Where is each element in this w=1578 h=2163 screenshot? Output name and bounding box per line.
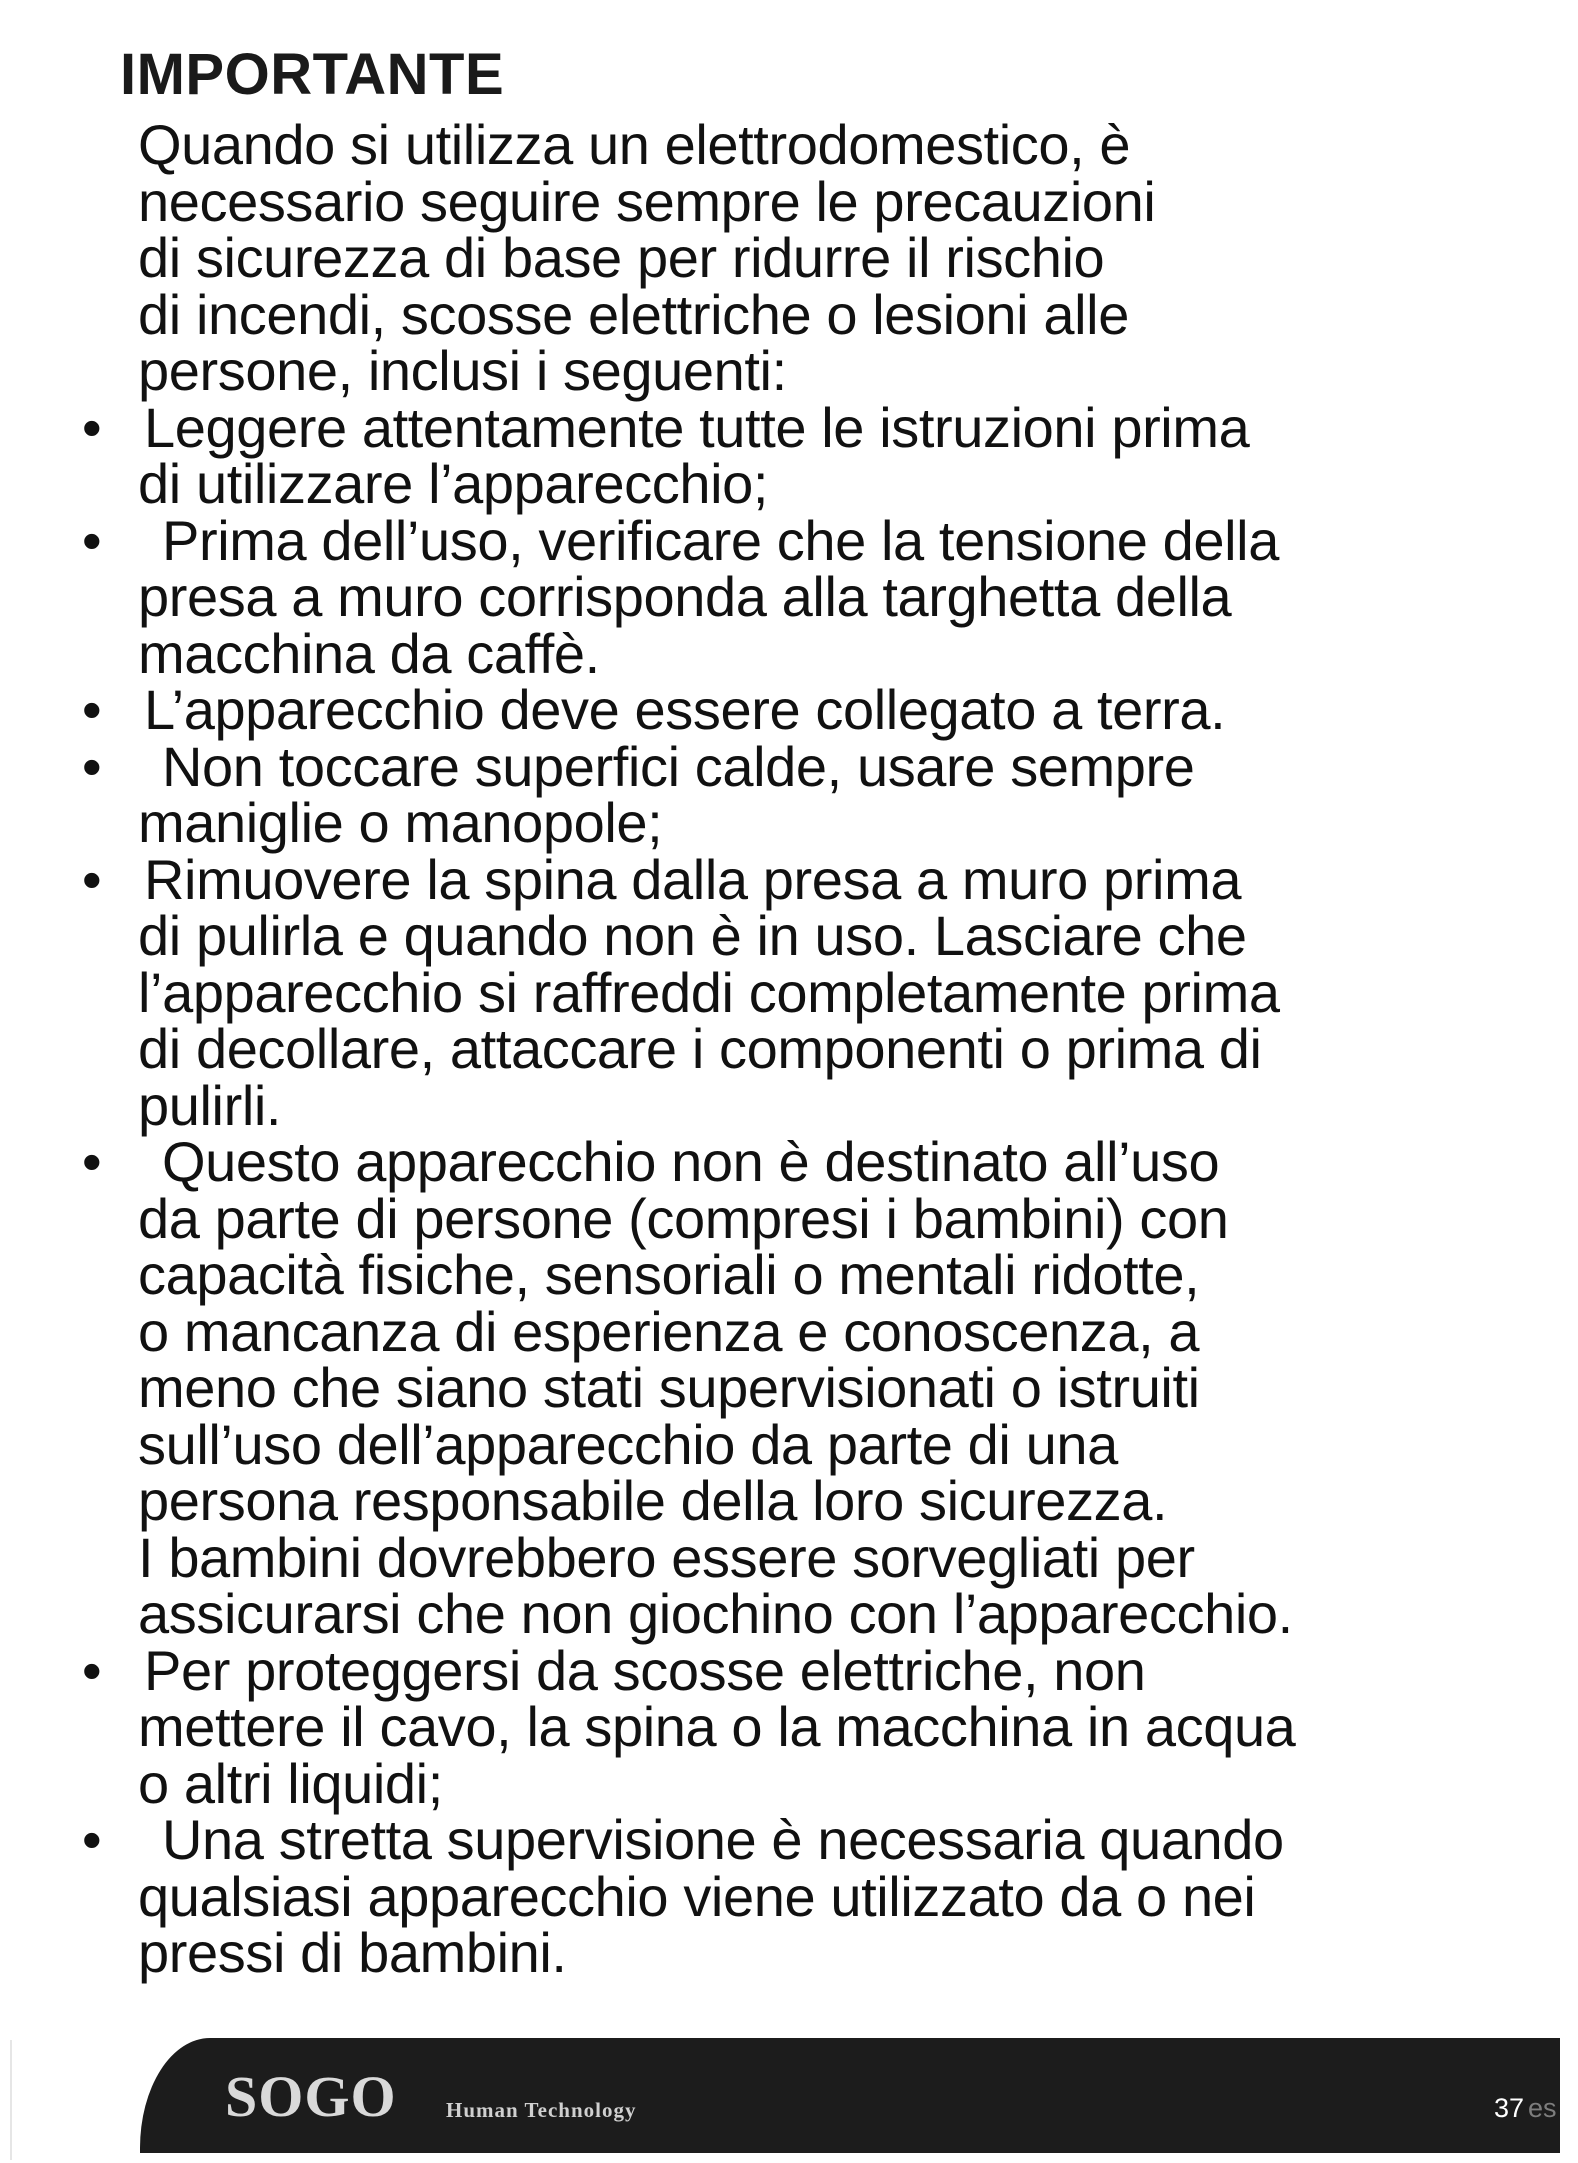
- list-item-line: presa a muro corrisponda alla targhetta della: [138, 565, 1232, 628]
- list-item-line: di pulirla e quando non è in uso. Lasciare che: [138, 904, 1247, 967]
- list-item-line: • Questo apparecchio non è destinato all’uso: [162, 1130, 1220, 1193]
- list-item-line: da parte di persone (compresi i bambini) con: [138, 1186, 1229, 1250]
- list-item-line: l’apparecchio si raffreddi completamente prima: [138, 960, 1280, 1024]
- list-item-line: sull’uso dell’apparecchio da parte di una: [138, 1412, 1118, 1476]
- intro-line: necessario seguire sempre le precauzioni: [138, 169, 1156, 233]
- list-item-line: capacità fisiche, sensoriali o mentali ridotte,: [138, 1243, 1200, 1306]
- intro-line: di sicurezza di base per ridurre il rischio: [138, 226, 1105, 289]
- intro-line: di incendi, scosse elettriche o lesioni alle: [138, 282, 1129, 346]
- list-item-line: macchina da caffè.: [138, 621, 600, 685]
- intro-line: Quando si utilizza un elettrodomestico, è: [138, 113, 1131, 176]
- list-item-line: • L’apparecchio deve essere collegato a terra.: [144, 678, 1226, 741]
- list-item: [138, 1808, 1548, 1984]
- list-item-line: meno che siano stati supervisionati o istruiti: [138, 1356, 1200, 1419]
- list-item-line: persona responsabile della loro sicurezza.: [138, 1469, 1168, 1532]
- list-item-line: pressi di bambini.: [138, 1921, 567, 1984]
- list-item-line: di utilizzare l’apparecchio;: [138, 452, 769, 515]
- list-item-line: assicurarsi che non giochino con l’apparecchio.: [138, 1582, 1293, 1645]
- intro-line: persone, inclusi i seguenti:: [138, 339, 787, 402]
- page-language-suffix: es: [1528, 2093, 1557, 2123]
- list-item-line: • Leggere attentamente tutte le istruzioni prima: [144, 395, 1250, 459]
- list-item: [138, 508, 1548, 685]
- list-item: [138, 734, 1548, 854]
- list-item-line: mettere il cavo, la spina o la macchina in acqua: [138, 1695, 1296, 1758]
- list-item-line: • Per proteggersi da scosse elettriche, non: [144, 1638, 1146, 1702]
- list-item-line: • Prima dell’uso, verificare che la tensione della: [162, 508, 1279, 572]
- list-item: [138, 395, 1548, 515]
- list-item-line: I bambini dovrebbero essere sorvegliati per: [138, 1525, 1195, 1589]
- list-item-line: di decollare, attaccare i componenti o prima di: [138, 1017, 1262, 1080]
- list-item: [138, 1130, 1548, 1645]
- list-item-line: o mancanza di esperienza e conoscenza, a: [138, 1299, 1200, 1363]
- brand-tagline: Human Technology: [446, 2098, 637, 2122]
- list-item-line: • Non toccare superfici calde, usare sempre: [162, 734, 1195, 798]
- precautions-list: [0, 395, 1578, 1984]
- list-item: [138, 847, 1548, 1137]
- list-item-line: • Rimuovere la spina dalla presa a muro prima: [144, 847, 1242, 911]
- page-title: IMPORTANTE: [120, 41, 505, 107]
- list-item-line: o altri liquidi;: [138, 1751, 443, 1815]
- list-item-line: • Una stretta supervisione è necessaria quando: [162, 1808, 1284, 1871]
- list-item: [138, 678, 1548, 741]
- list-item-line: pulirli.: [138, 1073, 282, 1137]
- page-number: 37: [1494, 2093, 1525, 2123]
- intro-paragraph: [138, 113, 1538, 402]
- brand-logo: SOGO: [225, 2064, 397, 2129]
- document-body: [0, 113, 1578, 1984]
- list-item: [138, 1638, 1548, 1815]
- left-margin-line: [10, 2040, 12, 2160]
- list-item-line: maniglie o manopole;: [138, 791, 663, 854]
- list-item-line: qualsiasi apparecchio viene utilizzato da o nei: [138, 1864, 1256, 1928]
